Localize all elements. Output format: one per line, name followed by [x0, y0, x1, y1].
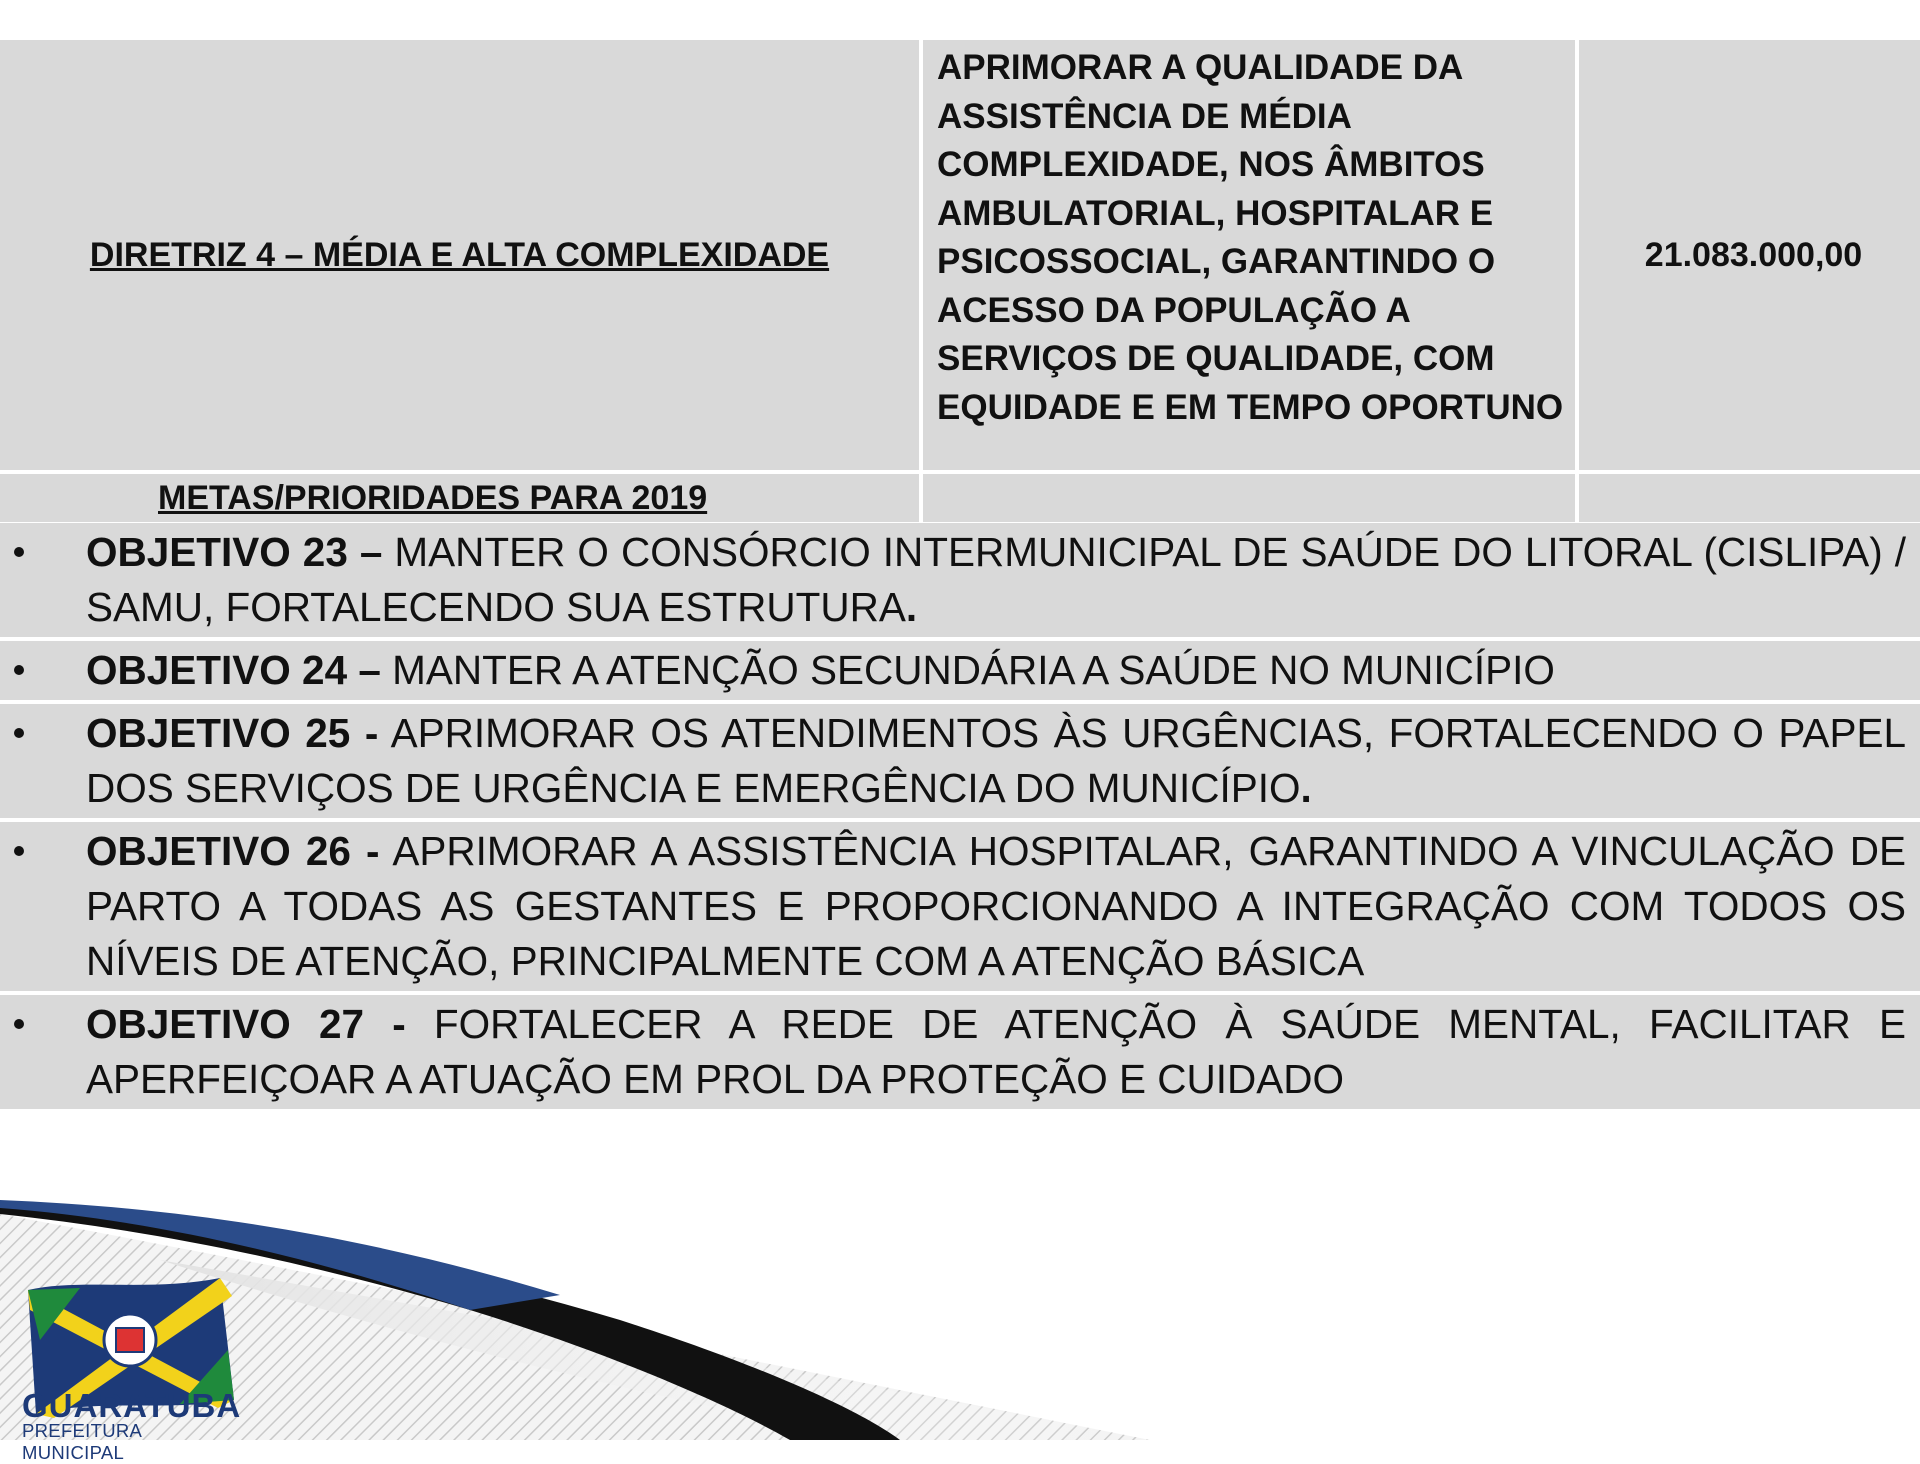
- directive-table: [0, 40, 1920, 522]
- valor-text: 21.083.000,00: [1644, 235, 1863, 274]
- objective-text: APRIMORAR A ASSISTÊNCIA HOSPITALAR, GARANTINDO A VINCULAÇÃO DE PARTO A TODAS AS GESTANTES E PROPORCIONANDO A INTEGRAÇÃO COM TODOS OS NÍVEIS DE ATENÇÃO, PRINCIPALMENTE COM A ATENÇÃO BÁSICA: [86, 828, 1907, 984]
- objective-text: FORTALECER A REDE DE ATENÇÃO À SAÚDE MENTAL, FACILITAR E APERFEIÇOAR A ATUAÇÃO EM PROL DA PROTEÇÃO E CUIDADO: [86, 1001, 1906, 1102]
- metas-empty-cell-1: [923, 474, 1575, 522]
- objective-item-26: [0, 822, 1920, 991]
- metas-cell: [0, 474, 919, 522]
- objective-text: APRIMORAR OS ATENDIMENTOS ÀS URGÊNCIAS, FORTALECENDO O PAPEL DOS SERVIÇOS DE URGÊNCIA E EMERGÊNCIA DO MUNICÍPIO: [86, 710, 1906, 811]
- objective-label: OBJETIVO 27 -: [86, 1001, 406, 1047]
- objective-item-24: [0, 641, 1920, 700]
- objective-end: .: [905, 584, 918, 630]
- objective-item-27: [0, 995, 1920, 1109]
- bullet-icon: [14, 665, 24, 675]
- objective-text: MANTER O CONSÓRCIO INTERMUNICIPAL DE SAÚDE DO LITORAL (CISLIPA) / SAMU, FORTALECENDO SUA ESTRUTURA: [86, 529, 1906, 630]
- objective-label: OBJETIVO 25 -: [86, 710, 379, 756]
- objective-label: OBJETIVO 23 –: [86, 529, 383, 575]
- bullet-icon: [14, 728, 24, 738]
- bullet-icon: [14, 846, 24, 856]
- logo-subtitle: PREFEITURA MUNICIPAL: [22, 1420, 142, 1463]
- objetivo-geral-text: APRIMORAR A QUALIDADE DA ASSISTÊNCIA DE MÉDIA COMPLEXIDADE, NOS ÂMBITOS AMBULATORIAL, HOSPITALAR E PSICOSSOCIAL, GARANTINDO O ACESSO DA POPULAÇÃO A SERVIÇOS DE QUALIDADE, COM EQUIDADE E EM TEMPO OPORTUNO: [937, 48, 1564, 427]
- bullet-icon: [14, 547, 24, 557]
- diretriz-cell: [0, 40, 919, 470]
- metas-empty-cell-2: [1579, 474, 1920, 522]
- bullet-icon: [14, 1019, 24, 1029]
- objective-item-23: [0, 523, 1920, 637]
- valor-cell: [1579, 40, 1920, 470]
- logo-name: GUARATUBA: [22, 1387, 242, 1424]
- objective-item-25: [0, 704, 1920, 818]
- objective-end: .: [1300, 765, 1312, 811]
- objective-label: OBJETIVO 24 –: [86, 647, 381, 693]
- objective-label: OBJETIVO 26 -: [86, 828, 380, 874]
- metas-title: METAS/PRIORIDADES PARA 2019: [158, 478, 708, 517]
- objective-text: MANTER A ATENÇÃO SECUNDÁRIA A SAÚDE NO MUNICÍPIO: [380, 647, 1555, 693]
- footer-swoosh-decoration: [0, 1200, 1920, 1440]
- objectives-list: [0, 523, 1920, 1113]
- diretriz-title: DIRETRIZ 4 – MÉDIA E ALTA COMPLEXIDADE: [89, 235, 830, 274]
- objetivo-geral-cell: [923, 40, 1575, 470]
